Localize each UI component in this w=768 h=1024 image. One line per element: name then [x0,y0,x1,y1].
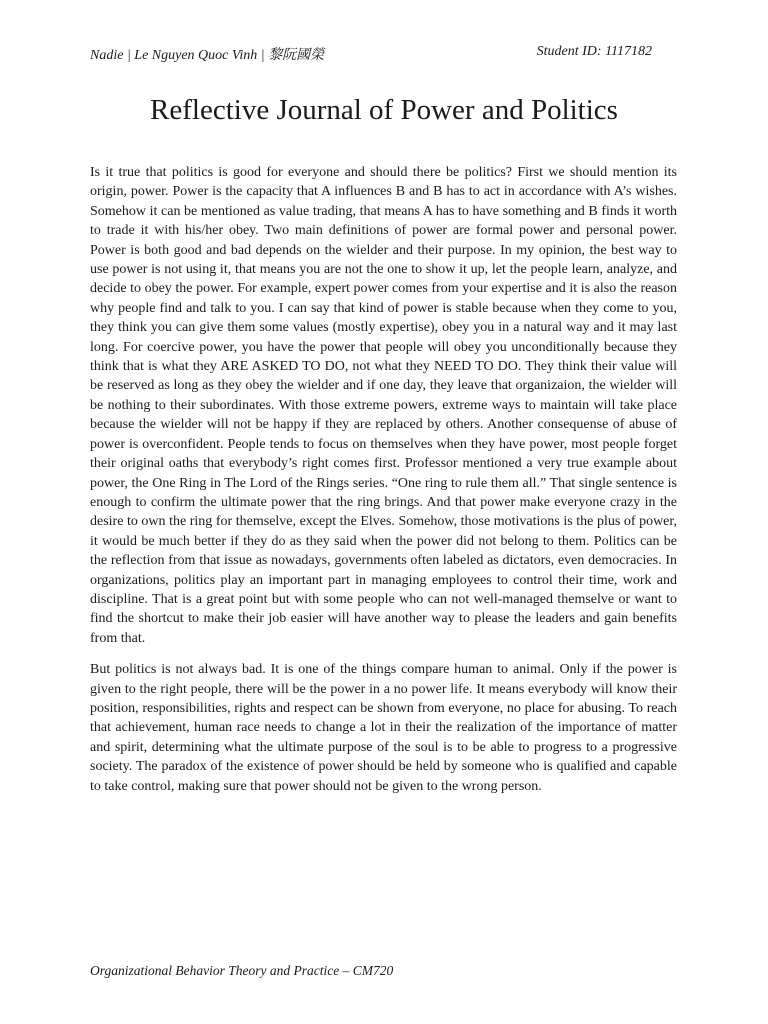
page-footer: Organizational Behavior Theory and Practice – CM720 [90,963,394,978]
student-id: Student ID: 1117182 [536,44,652,59]
page-header [90,44,652,64]
document-body [90,163,677,808]
document-title: Reflective Journal of Power and Politics [150,94,618,126]
author-name: Nadie | Le Nguyen Quoc Vinh | 黎阮國榮 [90,48,325,63]
paragraph-2: But politics is not always bad. It is one of the things compare human to animal. Only if the power is given to the right people, there will be the power in a no power life. It means everybody will know their position, responsibilities, rights and respect can be shown from everyone, no place for abusing. To reach that achievement, human race needs to change a lot in their the realization of the importance of matter and spirit, determining what the ultimate purpose of the soul is to be able to progress to a progressive society. The paradox of the existence of power should be held by someone who is qualified and capable to take control, making sure that power should not be given to the wrong person. [90,662,677,794]
paragraph-1: Is it true that politics is good for everyone and should there be politics? First we should mention its origin, power. Power is the capacity that A influences B and B has to act in accordance with A’s wishes. Somehow it can be mentioned as value trading, that means A has to have something and B finds it worth to trade it with his/her obey. Two main definitions of power are formal power and personal power. Power is both good and bad depends on the wielder and their purpose. In my opinion, the best way to use power is not using it, that means you are not the one to show it up, let the people learn, analyze, and decide to obey the power. For example, expert power comes from your expertise and it is also the reason why people find and talk to you. I can say that kind of power is stable because when they come to you, they think you can give them some values (mostly expertise), obey you in a natural way and it may last long. For coercive power, you have the power that people will obey you unconditionally because they think that is what they ARE ASKED TO DO, not what they NEED TO DO. They think their value will be reserved as long as they obey the wielder and if one day, they leave that organizaion, the wielder will be nothing to their subordinates. With those extreme powers, extreme ways to maintain will take place because the wielder will not be happy if they are replaced by others. Another consequense of abuse of power is overconfident. People tends to focus on themselves when they have power, most people forget their original oaths that everybody’s right comes first. Professor mentioned a very true example about power, the One Ring in The Lord of the Rings series. “One ring to rule them all.” That single sentence is enough to confirm the ultimate power that the ring brings. And that power make everyone crazy in the desire to own the ring for themselve, except the Elves. Somehow, those motivations is the plus of power, it would be much better if they do as they said when the power did not belong to them. Politics can be the reflection from that issue as nowadays, governments often labeled as dictators, even democracies. In organizations, politics play an important part in managing employees to control their time, work and discipline. That is a great point but with some people who can not well-managed themselve or want to find the shortcut to make their job easier will have another way to please the leaders and gain benefits from that. [90,165,677,646]
